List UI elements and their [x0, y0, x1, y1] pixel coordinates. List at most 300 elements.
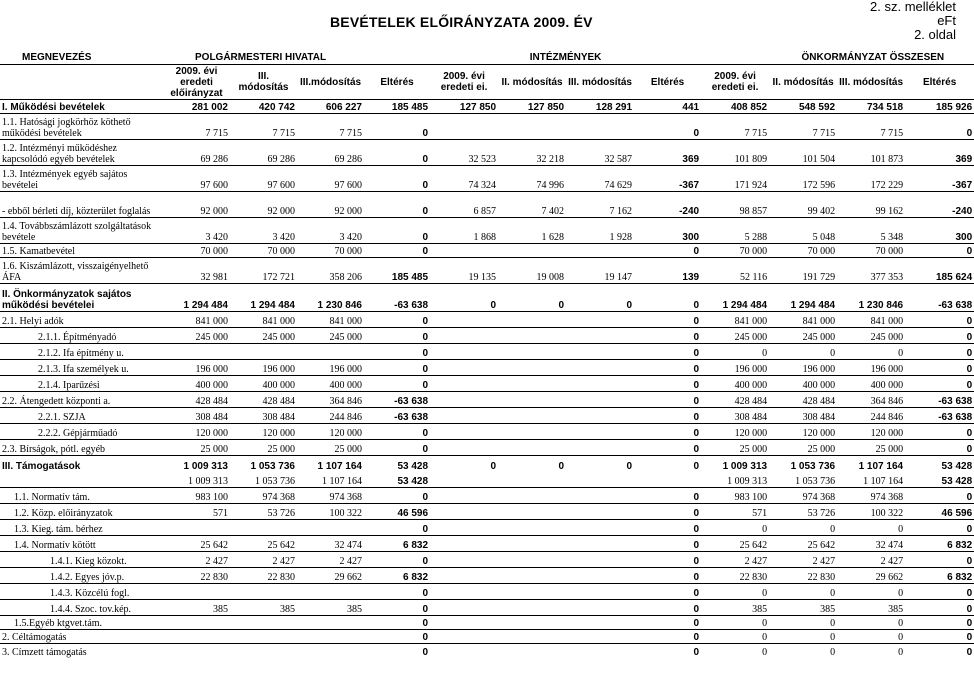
value-cell: 32 981 [163, 258, 230, 284]
value-cell: 0 [364, 360, 430, 376]
table-row [0, 360, 974, 376]
row-label-line: bevétele [2, 232, 36, 243]
value-cell: 428 484 [230, 392, 297, 408]
row-label [0, 456, 163, 472]
value-cell: 70 000 [769, 244, 837, 258]
value-cell: 97 600 [163, 166, 230, 192]
value-cell [498, 616, 566, 630]
value-cell: 0 [634, 360, 701, 376]
value-cell: 7 715 [163, 114, 230, 140]
table-row [0, 616, 974, 630]
table-row [0, 536, 974, 552]
value-cell: 101 809 [701, 140, 769, 166]
row-label-line: 1.6. Kiszámlázott, visszaigényelhető [2, 261, 149, 272]
value-cell: 53 726 [230, 504, 297, 520]
value-cell: 0 [837, 344, 905, 360]
table-row [0, 644, 974, 658]
value-cell: 0 [498, 456, 566, 472]
table-row [0, 472, 974, 488]
row-label-line: 2.3. Bírságok, pótl. egyéb [2, 444, 106, 455]
value-cell: 571 [701, 504, 769, 520]
value-cell: 0 [837, 616, 905, 630]
value-cell: 1 053 736 [255, 476, 295, 487]
value-cell: 1 107 164 [863, 476, 904, 487]
value-cell: 1 009 313 [727, 476, 768, 487]
value-cell [566, 488, 634, 504]
value-cell: 74 996 [498, 166, 566, 192]
value-cell: 308 484 [230, 408, 297, 424]
value-cell: 1 053 736 [795, 476, 836, 487]
value-cell: 25 000 [701, 440, 769, 456]
value-cell: -63 638 [905, 392, 974, 408]
value-cell: 1 928 [566, 218, 634, 244]
column-header: III. módosítás [238, 71, 289, 93]
row-label [0, 536, 163, 552]
page-number: 2. oldal [914, 27, 956, 42]
value-cell: 25 000 [837, 440, 905, 456]
value-cell: 46 596 [905, 504, 974, 520]
value-cell: 53 726 [769, 504, 837, 520]
row-label-line: 2.1.3. Ifa személyek u. [38, 364, 129, 375]
row-label-line: 1.3. Intézmények egyéb sajátos [2, 169, 128, 180]
value-cell: 841 000 [769, 312, 837, 328]
value-cell: 191 729 [769, 258, 837, 284]
value-cell: 0 [701, 520, 769, 536]
value-cell [498, 568, 566, 584]
value-cell: 0 [769, 644, 837, 658]
value-cell [230, 344, 297, 360]
value-cell [430, 552, 498, 568]
value-cell [498, 536, 566, 552]
value-cell [634, 472, 701, 488]
value-cell: 1 294 484 [769, 284, 837, 312]
value-cell: 0 [634, 584, 701, 600]
value-cell: 377 353 [837, 258, 905, 284]
column-header: Eltérés [650, 76, 685, 88]
value-cell: 0 [566, 284, 634, 312]
row-label-line: bevételei [2, 180, 39, 191]
value-cell: 1 107 164 [837, 456, 905, 472]
row-label [0, 376, 163, 392]
table-row [0, 488, 974, 504]
value-cell: 0 [769, 584, 837, 600]
value-cell: 120 000 [769, 424, 837, 440]
table-row [0, 192, 974, 218]
row-label [0, 284, 163, 312]
value-cell: 385 [701, 600, 769, 616]
row-label [0, 616, 163, 630]
value-cell: 70 000 [837, 244, 905, 258]
value-cell: 7 715 [837, 114, 905, 140]
value-cell: 53 428 [364, 456, 430, 472]
value-cell: 127 850 [498, 100, 566, 114]
value-cell: 0 [634, 600, 701, 616]
value-cell [566, 114, 634, 140]
row-label [0, 100, 163, 114]
value-cell: 185 485 [364, 100, 430, 114]
value-cell: 244 846 [837, 408, 905, 424]
row-label-line: 2.1.1. Építményadó [38, 332, 117, 343]
value-cell [163, 520, 230, 536]
value-cell: 0 [905, 424, 974, 440]
value-cell: 19 135 [430, 258, 498, 284]
value-cell [498, 630, 566, 644]
row-label [0, 114, 163, 140]
column-header: III. módosítás [839, 76, 904, 88]
value-cell: 92 000 [230, 192, 297, 218]
value-cell: 0 [364, 192, 430, 218]
value-cell: 25 642 [230, 536, 297, 552]
value-cell: 172 229 [837, 166, 905, 192]
value-cell: 364 846 [837, 392, 905, 408]
row-label [0, 488, 163, 504]
value-cell: 245 000 [297, 328, 364, 344]
value-cell: 0 [769, 344, 837, 360]
value-cell: 0 [634, 568, 701, 584]
value-cell: 0 [364, 584, 430, 600]
value-cell: 6 832 [364, 536, 430, 552]
value-cell: 385 [297, 600, 364, 616]
value-cell: 385 [230, 600, 297, 616]
value-cell [230, 616, 297, 630]
value-cell: 245 000 [769, 328, 837, 344]
value-cell: 308 484 [701, 408, 769, 424]
value-cell: 0 [837, 644, 905, 658]
value-cell: 1 107 164 [322, 476, 362, 487]
value-cell: 99 162 [837, 192, 905, 218]
value-cell: 6 832 [905, 536, 974, 552]
value-cell [430, 630, 498, 644]
row-label-line: I. Működési bevételek [2, 102, 105, 113]
value-cell: 0 [634, 644, 701, 658]
value-cell: 0 [634, 456, 701, 472]
row-label [0, 472, 163, 488]
value-cell: 0 [634, 408, 701, 424]
value-cell: 1 294 484 [701, 284, 769, 312]
value-cell: 385 [163, 600, 230, 616]
value-cell: 408 852 [701, 100, 769, 114]
row-label [0, 344, 163, 360]
value-cell: 0 [905, 376, 974, 392]
value-cell [498, 584, 566, 600]
value-cell: 5 288 [701, 218, 769, 244]
value-cell: 2 427 [163, 552, 230, 568]
value-cell: 548 592 [769, 100, 837, 114]
value-cell: 0 [905, 600, 974, 616]
value-cell: 308 484 [769, 408, 837, 424]
value-cell: 400 000 [837, 376, 905, 392]
value-cell: 0 [364, 520, 430, 536]
value-cell [430, 424, 498, 440]
value-cell: 364 846 [297, 392, 364, 408]
value-cell: 32 218 [498, 140, 566, 166]
value-cell: 369 [634, 140, 701, 166]
appendix-note [870, 0, 956, 42]
value-cell: 1 009 313 [188, 476, 228, 487]
value-cell: 841 000 [837, 312, 905, 328]
value-cell [498, 392, 566, 408]
value-cell: 0 [905, 328, 974, 344]
value-cell: 420 742 [230, 100, 297, 114]
value-cell [566, 360, 634, 376]
value-cell: 0 [634, 536, 701, 552]
value-cell: 2 427 [297, 552, 364, 568]
value-cell: 308 484 [163, 408, 230, 424]
value-cell: 571 [163, 504, 230, 520]
value-cell [566, 328, 634, 344]
value-cell: 127 850 [430, 100, 498, 114]
value-cell: 70 000 [297, 244, 364, 258]
value-cell: 22 830 [701, 568, 769, 584]
value-cell: 0 [701, 644, 769, 658]
value-cell: 2 427 [837, 552, 905, 568]
value-cell: 0 [634, 376, 701, 392]
row-label [0, 630, 163, 644]
value-cell: 46 596 [364, 504, 430, 520]
column-header: III. módosítás [568, 76, 632, 88]
column-header: Eltérés [922, 76, 957, 88]
value-cell: 734 518 [837, 100, 905, 114]
value-cell: 171 924 [701, 166, 769, 192]
value-cell: 98 857 [701, 192, 769, 218]
value-cell: 7 715 [230, 114, 297, 140]
row-label-line: 2.2.2. Gépjárműadó [38, 428, 118, 439]
value-cell: 29 662 [297, 568, 364, 584]
table-row [0, 520, 974, 536]
value-cell: 0 [905, 244, 974, 258]
value-cell: 172 596 [769, 166, 837, 192]
value-cell: 92 000 [297, 192, 364, 218]
value-cell: 1 230 846 [297, 284, 364, 312]
value-cell [566, 536, 634, 552]
value-cell [430, 504, 498, 520]
table-row [0, 284, 974, 312]
value-cell: 369 [905, 140, 974, 166]
row-label [0, 258, 163, 284]
value-cell: 120 000 [701, 424, 769, 440]
value-cell: 3 420 [163, 218, 230, 244]
value-cell: 385 [769, 600, 837, 616]
value-cell: 0 [364, 440, 430, 456]
value-cell: 245 000 [701, 328, 769, 344]
value-cell: -367 [634, 166, 701, 192]
table-row [0, 568, 974, 584]
value-cell: 428 484 [769, 392, 837, 408]
value-cell: 0 [837, 630, 905, 644]
value-cell: 428 484 [701, 392, 769, 408]
value-cell: 300 [634, 218, 701, 244]
value-cell [430, 520, 498, 536]
subheader-row [0, 65, 974, 100]
value-cell: 245 000 [163, 328, 230, 344]
value-cell: 1 294 484 [230, 284, 297, 312]
column-header: II. módosítás [501, 76, 563, 88]
value-cell: -367 [905, 166, 974, 192]
value-cell: 6 832 [905, 568, 974, 584]
value-cell [498, 440, 566, 456]
value-cell: -63 638 [364, 284, 430, 312]
value-cell: 25 000 [769, 440, 837, 456]
value-cell: 1 009 313 [163, 456, 230, 472]
row-label-line: - ebből bérleti díj, közterület foglalás [2, 206, 151, 217]
value-cell: 0 [769, 630, 837, 644]
value-cell: 22 830 [769, 568, 837, 584]
value-cell: 0 [634, 630, 701, 644]
value-cell [430, 616, 498, 630]
table-row [0, 100, 974, 114]
value-cell: 0 [634, 424, 701, 440]
value-cell: 25 000 [297, 440, 364, 456]
row-label [0, 244, 163, 258]
value-cell [430, 344, 498, 360]
value-cell: 69 286 [297, 140, 364, 166]
column-group-onkormanyzat: ÖNKORMÁNYZAT ÖSSZESEN [701, 50, 974, 65]
value-cell [430, 244, 498, 258]
value-cell: 0 [498, 284, 566, 312]
value-cell [566, 344, 634, 360]
row-label-line: 1.4.4. Szoc. tov.kép. [50, 604, 132, 615]
table-row [0, 376, 974, 392]
value-cell: 92 000 [163, 192, 230, 218]
value-cell: 29 662 [837, 568, 905, 584]
value-cell: 0 [634, 312, 701, 328]
row-label-line: 1.5.Egyéb ktgvet.tám. [14, 618, 103, 629]
value-cell: 0 [634, 552, 701, 568]
value-cell: 300 [905, 218, 974, 244]
value-cell [498, 312, 566, 328]
value-cell [498, 552, 566, 568]
column-header: 2009. évi eredeti ei. [711, 71, 759, 93]
value-cell [297, 644, 364, 658]
row-label [0, 644, 163, 658]
value-cell: 0 [905, 520, 974, 536]
value-cell: -63 638 [905, 284, 974, 312]
value-cell: 0 [364, 344, 430, 360]
value-cell: 0 [364, 376, 430, 392]
value-cell: 0 [634, 114, 701, 140]
table-row [0, 424, 974, 440]
value-cell: 32 474 [837, 536, 905, 552]
value-cell: 385 [837, 600, 905, 616]
table-row [0, 258, 974, 284]
value-cell: 120 000 [230, 424, 297, 440]
value-cell [566, 440, 634, 456]
value-cell: 0 [364, 616, 430, 630]
column-group-polgarmesteri: POLGÁRMESTERI HIVATAL [163, 50, 430, 65]
column-header: II. módosítás [772, 76, 834, 88]
value-cell: 52 116 [701, 258, 769, 284]
row-label-line: 1.1. Normatív tám. [14, 492, 90, 503]
column-header: 2009. évi eredeti előirányzat [170, 65, 223, 99]
value-cell: 74 629 [566, 166, 634, 192]
value-cell: 0 [634, 328, 701, 344]
value-cell: 0 [769, 520, 837, 536]
value-cell: 606 227 [297, 100, 364, 114]
value-cell [566, 424, 634, 440]
value-cell: 0 [905, 630, 974, 644]
value-cell: 0 [634, 344, 701, 360]
value-cell [498, 244, 566, 258]
value-cell: 3 420 [230, 218, 297, 244]
value-cell: 0 [905, 584, 974, 600]
value-cell [566, 630, 634, 644]
value-cell: 99 402 [769, 192, 837, 218]
value-cell: 6 857 [430, 192, 498, 218]
row-label-line: ÁFA [2, 272, 22, 283]
value-cell: 0 [701, 584, 769, 600]
row-label [0, 440, 163, 456]
value-cell [430, 360, 498, 376]
value-cell [498, 114, 566, 140]
value-cell: 7 715 [297, 114, 364, 140]
table-row [0, 218, 974, 244]
value-cell: 19 147 [566, 258, 634, 284]
value-cell: 0 [364, 114, 430, 140]
value-cell: 0 [364, 424, 430, 440]
value-cell: 0 [905, 360, 974, 376]
row-label-line: 1.4.3. Közcélú fogl. [50, 588, 130, 599]
value-cell [498, 600, 566, 616]
table-row [0, 392, 974, 408]
value-cell [163, 644, 230, 658]
row-label-line: működési bevételei [2, 300, 95, 311]
value-cell: 0 [430, 456, 498, 472]
value-cell: 0 [701, 630, 769, 644]
value-cell: 5 348 [837, 218, 905, 244]
value-cell: 3 420 [297, 218, 364, 244]
value-cell [430, 536, 498, 552]
value-cell: 358 206 [297, 258, 364, 284]
value-cell: 185 926 [905, 100, 974, 114]
value-cell: 101 504 [769, 140, 837, 166]
value-cell: 2 427 [701, 552, 769, 568]
value-cell: 0 [634, 392, 701, 408]
value-cell: 0 [364, 630, 430, 644]
row-label-line: 1.2. Intézményi működéshez [2, 143, 117, 154]
row-label-line: 1.4.1. Kieg közokt. [50, 556, 127, 567]
value-cell: 2 427 [230, 552, 297, 568]
row-label [0, 312, 163, 328]
value-cell: 0 [634, 520, 701, 536]
row-label [0, 552, 163, 568]
value-cell: 245 000 [837, 328, 905, 344]
value-cell: 2 427 [769, 552, 837, 568]
value-cell: 983 100 [163, 488, 230, 504]
value-cell: 0 [430, 284, 498, 312]
table-row [0, 328, 974, 344]
column-group-intezmenyek: INTÉZMÉNYEK [430, 50, 701, 65]
value-cell [566, 312, 634, 328]
row-label [0, 218, 163, 244]
value-cell: 0 [837, 520, 905, 536]
row-label [0, 584, 163, 600]
value-cell: 139 [634, 258, 701, 284]
row-label-line: II. Önkormányzatok sajátos [2, 289, 132, 300]
value-cell: 841 000 [701, 312, 769, 328]
row-label-line: 2.2. Átengedett központi a. [2, 396, 111, 407]
row-label-line: 1.4. Továbbszámlázott szolgáltatások [2, 221, 152, 232]
row-label [0, 504, 163, 520]
value-cell [498, 408, 566, 424]
value-cell [230, 584, 297, 600]
value-cell [498, 376, 566, 392]
value-cell: 1 053 736 [769, 456, 837, 472]
row-label-line: 1.4.2. Egyes jóv.p. [50, 572, 125, 583]
value-cell: 974 368 [297, 488, 364, 504]
value-cell [566, 644, 634, 658]
row-label-line: 1.2. Közp. előirányzatok [14, 508, 113, 519]
value-cell [498, 488, 566, 504]
